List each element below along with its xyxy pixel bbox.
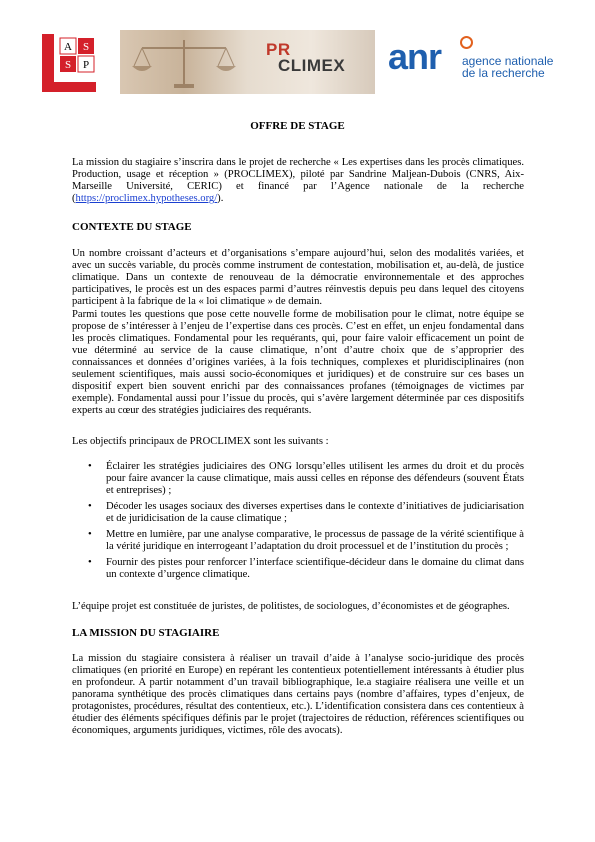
- contexte-paragraph-2: Parmi toutes les questions que pose cette nouvelle forme de mobilisation pour le climat, notre équipe se propose de s’intéresser à l’enjeu de l’expertise dans ces procès. C’est en effet, un enjeu fondamental dans les procès climatiques. Fondamental pour les requérants, qui, pour faire valoir efficacement un point de vue déterminé au service de la cause climatique, n’ont d’autre choix que de s’approprier des connaissances et données d’origines variées, à la fois techniques, complexes et pluridisciplinaires (non seulement scientifiques, mais aussi socio-économiques et juridiques) et de construire sur ces bases un dispositif expert bien souvent enrichi par des connaissances profanes (témoignages de victimes par exemple). Fondamental aussi pour l’issue du procès, qui s’avère largement déterminée par ces dispositifs experts au cœur des stratégies judiciaires des requérants.: [72, 309, 524, 416]
- objective-text: Mettre en lumière, par une analyse comparative, le processus de passage de la vérité scientifique à la vérité juridique en interrogeant l’adaptation du droit processuel et de l’institution du procès ;: [106, 529, 524, 552]
- intro-end: ).: [217, 193, 224, 204]
- intro-text: La mission du stagiaire s’inscrira dans le projet de recherche « Les expertises dans les procès climatiques. Production, usage et réception » (PROCLIMEX), piloté par Sandrine Maljean-Dubois (CNRS, Aix-Marseille Université, CERIC) et financé par l’Agence nationale de la recherche (: [72, 157, 524, 204]
- document-title: OFFRE DE STAGE: [250, 120, 345, 132]
- list-item: [72, 529, 524, 553]
- anr-registered-icon: [460, 36, 473, 49]
- anr-wordmark: anr: [388, 36, 442, 77]
- list-item: [72, 461, 524, 497]
- section-heading-mission: LA MISSION DU STAGIAIRE: [72, 627, 220, 639]
- anr-subtitle-line1: agence nationale: [462, 54, 554, 68]
- justice-scale-image: [124, 36, 244, 90]
- objectives-list: [72, 461, 524, 585]
- bullet-icon: •: [88, 461, 92, 472]
- list-item: [72, 557, 524, 581]
- proclimex-link[interactable]: https://proclimex.hypotheses.org/: [75, 193, 218, 204]
- proclimex-banner: [120, 30, 375, 94]
- intro-paragraph: [72, 157, 524, 205]
- bullet-icon: •: [88, 529, 92, 540]
- section-heading-contexte: CONTEXTE DU STAGE: [72, 221, 192, 233]
- bullet-icon: •: [88, 501, 92, 512]
- team-paragraph: L’équipe projet est constituée de juristes, de politistes, de sociologues, d’économistes et de géographes.: [72, 601, 510, 612]
- lasp-letter-s1: S: [82, 41, 90, 53]
- mission-paragraph: La mission du stagiaire consistera à réaliser un travail d’aide à l’analyse socio-juridique des procès climatiques (en priorité en Europe) en repérant les contentieux potentiellement intéressants à étudier plus en profondeur. A partir notamment d’un travail bibliographique, le.a stagiaire réalisera une veille et un panorama synthétique des procès climatiques dans certains pays (nombre d’affaires, types d’enjeux, de protagonistes, procédures, résultat des contentieux, etc.). L’identification consistera dans ces contentieux à étudier des éléments spécifiques définis par le projet (trajectoires de réduction, références scientifiques ou économiques, arguments juridiques, victimes, rôle des avocats).: [72, 653, 524, 736]
- bullet-icon: •: [88, 557, 92, 568]
- lasp-letter-p: P: [82, 59, 90, 71]
- anr-subtitle-line2: de la recherche: [462, 66, 545, 80]
- lasp-logo: [40, 32, 98, 94]
- contexte-paragraph-1: Un nombre croissant d’acteurs et d’organisations s’empare aujourd’hui, selon des modalités variées, et avec un succès variable, du procès comme instrument de contestation, mobilisation et, au-delà, de justice climatique. Dans un contexte de renouveau de la démocratie environnementale et des approches participatives, le procès est un des espaces parmi d’autres réinvestis depuis peu dans lequel des citoyens participent à la fabrique de la « loi climatique » de demain.: [72, 248, 524, 307]
- objectives-intro: Les objectifs principaux de PROCLIMEX sont les suivants :: [72, 436, 329, 447]
- lasp-letter-a: A: [64, 41, 72, 53]
- list-item: [72, 501, 524, 525]
- banner-pr-text: PR: [266, 40, 291, 59]
- banner-climex-text: CLIMEX: [278, 56, 346, 75]
- lasp-letter-s2: S: [64, 59, 72, 71]
- anr-logo: [388, 36, 563, 86]
- objective-text: Éclairer les stratégies judiciaires des ONG lorsqu’elles utilisent les armes du droit et du procès pour faire avancer la cause climatique, mais aussi celles en réponse des défendeurs (souvent États et entreprises) ;: [106, 461, 524, 496]
- objective-text: Fournir des pistes pour renforcer l’interface scientifique-décideur dans le domaine du climat dans un contexte d’urgence climatique.: [106, 557, 524, 580]
- objective-text: Décoder les usages sociaux des diverses expertises dans le contexte d’initiatives de judiciarisation et de juridicisation de la cause climatique ;: [106, 501, 524, 524]
